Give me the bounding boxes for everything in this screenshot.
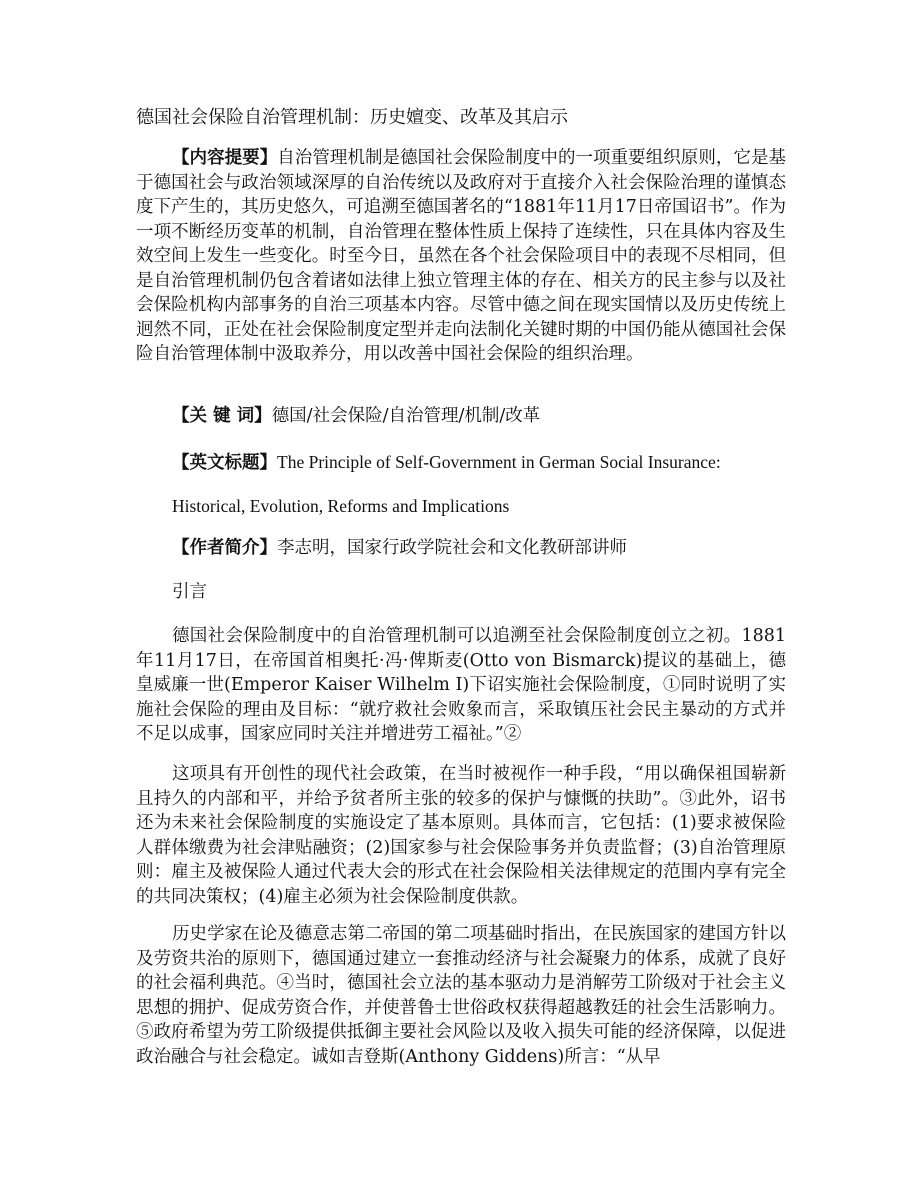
english-title-text-1: The Principle of Self-Government in German Social Insurance:: [277, 452, 721, 472]
keywords-line: [172, 404, 540, 428]
body-paragraph-2: 这项具有开创性的现代社会政策，在当时被视作一种手段，“用以确保祖国崭新且持久的内部和平，并给予贫者所主张的较多的保护与慷慨的扶助”。③此外，诏书还为未来社会保险制度的实施设定了基本原则。具体而言，它包括：(1)要求被保险人群体缴费为社会津贴融资；(2)国家参与社会保险事务并负责监督；(3)自治管理原则：雇主及被保险人通过代表大会的形式在社会保险相关法律规定的范围内享有完全的共同决策权；(4)雇主必须为社会保险制度供款。: [136, 764, 786, 907]
author-label: 【作者简介】: [172, 538, 277, 558]
author-text: 李志明，国家行政学院社会和文化教研部讲师: [277, 538, 627, 558]
abstract-text: 自治管理机制是德国社会保险制度中的一项重要组织原则，它是基于德国社会与政治领域深厚的自治传统以及政府对于直接介入社会保险治理的谨慎态度下产生的，其历史悠久，可追溯至德国著名的“1881年11月17日帝国诏书”。作为一项不断经历变革的机制，自治管理在整体性质上保持了连续性，只在具体内容及生效空间上发生一些变化。时至今日，虽然在各个社会保险项目中的表现不尽相同，但是自治管理机制仍包含着诸如法律上独立管理主体的存在、相关方的民主参与以及社会保险机构内部事务的自治三项基本内容。尽管中德之间在现实国情以及历史传统上迥然不同，正处在社会保险制度定型并走向法制化关键时期的中国仍能从德国社会保险自治管理体制中汲取养分，用以改善中国社会保险的组织治理。: [136, 148, 786, 364]
english-title-label: 【英文标题】: [172, 453, 277, 473]
keywords-label: 【关 键 词】: [172, 406, 272, 426]
english-title-text-2: Historical, Evolution, Reforms and Implications: [172, 496, 510, 516]
section-heading: 引言: [172, 582, 207, 602]
body-paragraph-1: 德国社会保险制度中的自治管理机制可以追溯至社会保险制度创立之初。1881年11月17日，在帝国首相奥托·冯·俾斯麦(Otto von Bismarck)提议的基础上，德皇威廉一世(Emperor Kaiser Wilhelm I)下诏实施社会保险制度，①同时说明了实施社会保险的理由及目标：“就疗救社会败象而言，采取镇压社会民主暴动的方式并不足以成事，国家应同时关注并增进劳工福祉。”②: [136, 626, 786, 744]
author-line: [172, 536, 627, 560]
body-paragraph-3: 历史学家在论及德意志第二帝国的第二项基础时指出，在民族国家的建国方针以及劳资共治的原则下，德国通过建立一套推动经济与社会凝聚力的体系，成就了良好的社会福利典范。④当时，德国社会立法的基本驱动力是消解劳工阶级对于社会主义思想的拥护、促成劳资合作，并使普鲁士世俗政权获得超越教廷的社会生活影响力。⑤政府希望为劳工阶级提供抵御主要社会风险以及收入损失可能的经济保障，以促进政治融合与社会稳定。诚如吉登斯(Anthony Giddens)所言：“从早: [136, 924, 786, 1067]
keywords-text: 德国/社会保险/自治管理/机制/改革: [271, 406, 541, 426]
document-title: 德国社会保险自治管理机制：历史嬗变、改革及其启示: [136, 107, 568, 128]
abstract-paragraph: [136, 146, 786, 367]
abstract-label: 【内容提要】: [172, 148, 278, 168]
english-title-line: [172, 450, 721, 475]
